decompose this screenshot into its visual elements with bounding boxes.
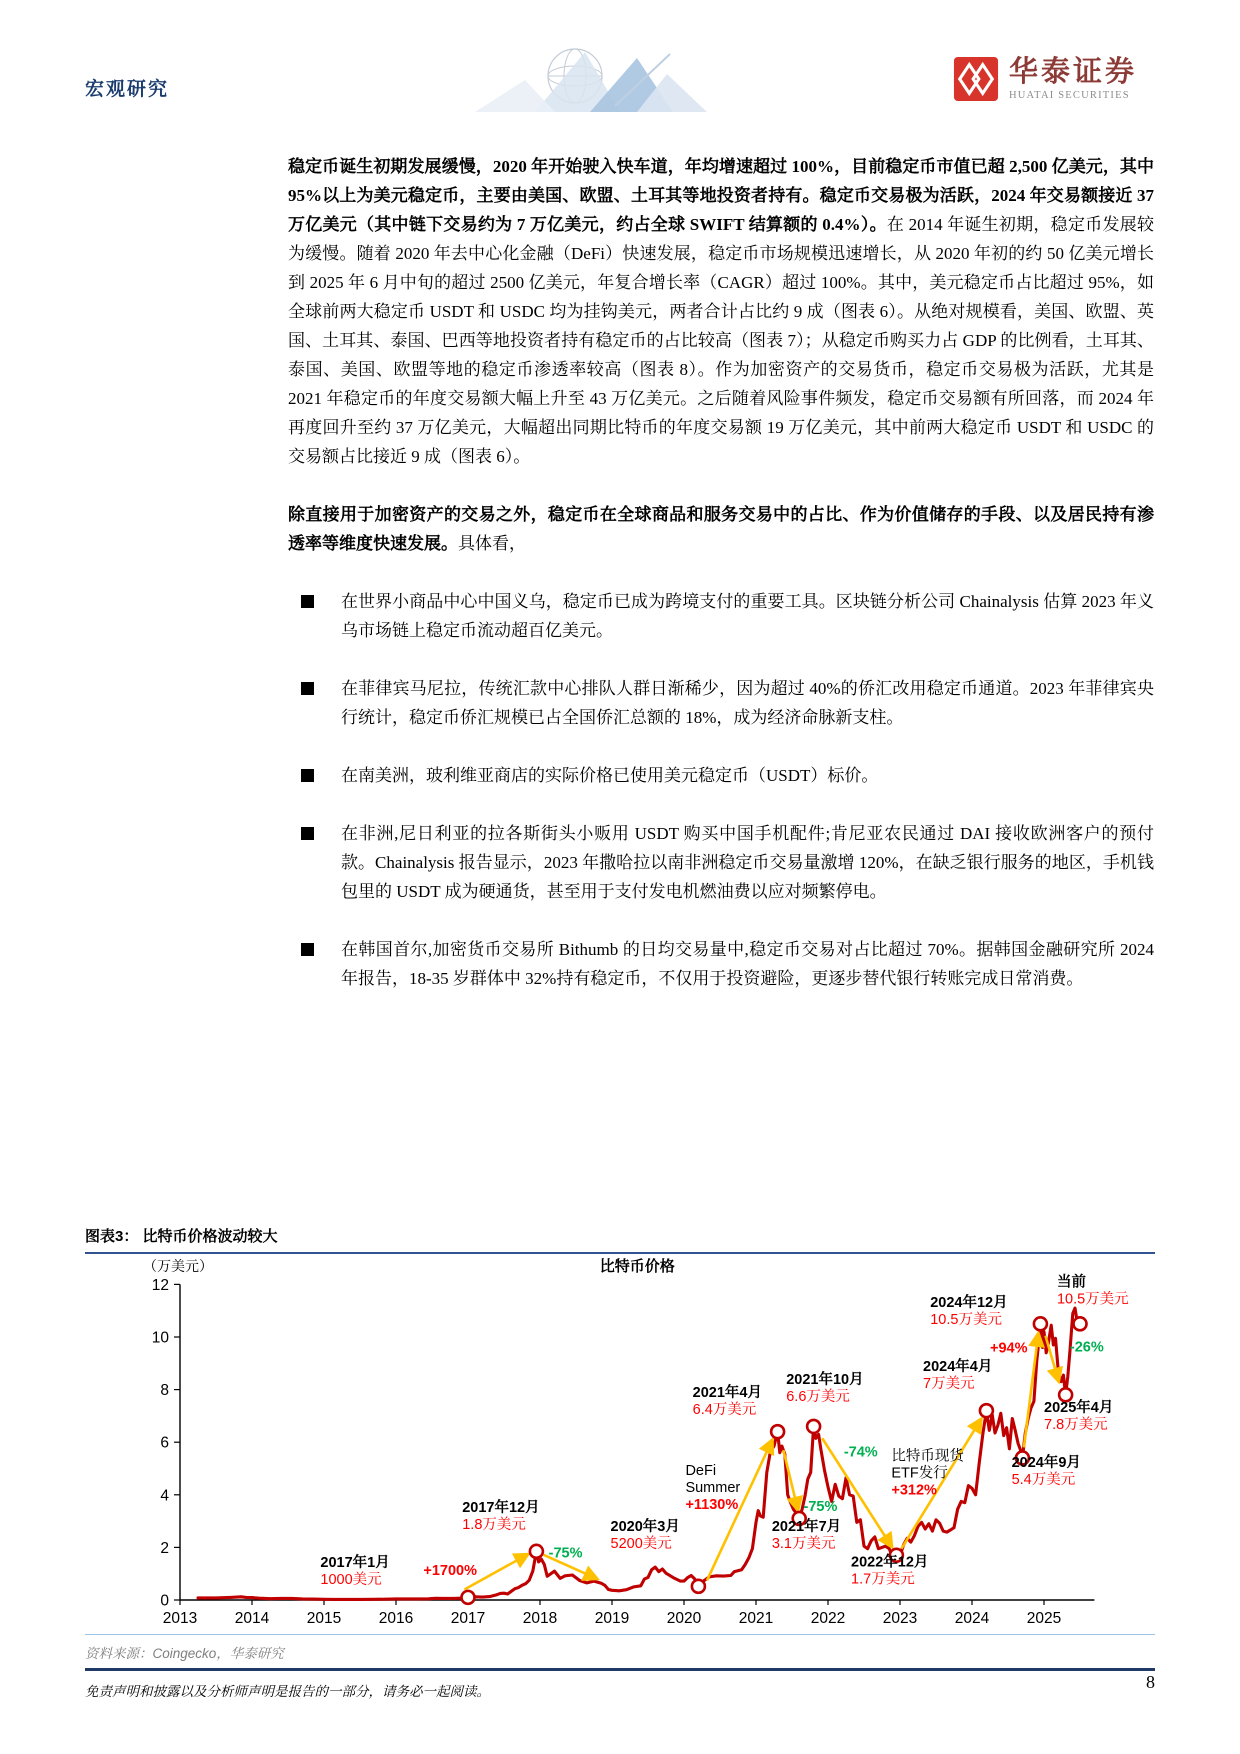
x-tick-label: 2019 [594, 1610, 630, 1627]
brand-name-cn: 华泰证券 [1008, 55, 1137, 88]
header-decoration-graphic [415, 46, 735, 112]
huatai-logo-text [1008, 55, 1137, 101]
square-bullet-icon [301, 827, 314, 840]
chart-annotation: 2024年9月 [1011, 1455, 1081, 1472]
bitcoin-price-chart [85, 1254, 1155, 1632]
y-tick-label: 0 [160, 1592, 169, 1610]
report-body [288, 152, 1154, 1022]
list-item-text: 在非洲,尼日利亚的拉各斯街头小贩用 USDT 购买中国手机配件;肯尼亚农民通过 DAI 接收欧洲客户的预付款。Chainalysis 报告显示，2023 年撒哈拉以南非洲稳定币交易量激增 120%，在缺乏银行服务的地区，手机钱包里的 USDT 成为硬通货，甚至用于支付发电机燃油费以应对频繁停电。 [341, 824, 1154, 901]
chart-annotation: 7.8万美元 [1044, 1416, 1108, 1433]
list-item-text: 在韩国首尔,加密货币交易所 Bithumb 的日均交易量中,稳定币交易对占比超过 70%。据韩国金融研究所 2024 年报告，18-35 岁群体中 32%持有稳定币，不仅用于投资避险，更逐步替代银行转账完成日常消费。 [341, 940, 1154, 988]
chart-annotation: -75% [803, 1499, 838, 1516]
x-tick-label: 2018 [522, 1610, 558, 1627]
chart-annotation: +312% [891, 1482, 937, 1499]
chart-title: 比特币价格 [599, 1258, 675, 1275]
chart-annotation: 10.5万美元 [930, 1311, 1002, 1328]
chart-annotation: 2024年4月 [923, 1359, 993, 1376]
list-item [288, 674, 1154, 732]
chart-annotation: 当前 [1056, 1274, 1086, 1291]
chart-annotation: 2022年12月 [851, 1554, 929, 1571]
x-tick-label: 2020 [666, 1610, 702, 1627]
x-tick-label: 2015 [306, 1610, 342, 1627]
chart-annotation: 2017年1月 [320, 1555, 390, 1572]
paragraph-2-lead: 除直接用于加密资产的交易之外，稳定币在全球商品和服务交易中的占比、作为价值储存的手段、以及居民持有渗透率等维度快速发展。 [288, 505, 1154, 553]
footer-disclaimer: 免责声明和披露以及分析师声明是报告的一部分，请务必一起阅读。 [85, 1684, 490, 1699]
x-tick-label: 2017 [450, 1610, 486, 1627]
chart-annotation: 6.6万美元 [786, 1388, 850, 1405]
chart-annotation: 2024年12月 [930, 1294, 1008, 1311]
x-tick-label: 2021 [738, 1610, 774, 1627]
chart-annotation: ETF发行 [891, 1465, 948, 1482]
paragraph-stablecoin-growth [288, 152, 1154, 471]
chart-annotation: 2021年10月 [786, 1371, 864, 1388]
chart-annotation: 10.5万美元 [1056, 1291, 1129, 1308]
chart-annotation: DeFi [685, 1463, 717, 1480]
chart-axes [180, 1284, 1094, 1600]
list-item [288, 761, 1154, 790]
chart-annotation: -74% [843, 1444, 878, 1461]
chart-annotation: +1700% [423, 1563, 477, 1580]
x-tick-label: 2024 [954, 1610, 990, 1627]
square-bullet-icon [301, 769, 314, 782]
chart-annotation: 1.7万美元 [851, 1571, 915, 1588]
data-point-marker [692, 1580, 705, 1593]
list-item [288, 819, 1154, 906]
report-section-label: 宏观研究 [85, 79, 170, 100]
chart-annotation: 5.4万美元 [1011, 1472, 1076, 1489]
chart-annotation: 3.1万美元 [771, 1536, 836, 1553]
list-item-text: 在世界小商品中心中国义乌，稳定币已成为跨境支付的重要工具。区块链分析公司 Chainalysis 估算 2023 年义乌市场链上稳定币流动超百亿美元。 [341, 592, 1154, 640]
data-point-marker [530, 1545, 543, 1558]
data-point-marker [1034, 1317, 1047, 1330]
figure-bottom-divider [85, 1634, 1155, 1635]
x-tick-label: 2023 [882, 1610, 918, 1627]
chart-annotation: 7万美元 [923, 1376, 975, 1393]
x-tick-label: 2014 [234, 1610, 270, 1627]
chart-annotation: 比特币现货 [891, 1448, 964, 1465]
page-number: 8 [1146, 1672, 1155, 1692]
figure-title: 比特币价格波动较大 [142, 1228, 278, 1245]
chart-annotation: Summer [685, 1480, 741, 1497]
chart-annotation: 2025年4月 [1044, 1399, 1114, 1416]
data-point-marker [771, 1425, 784, 1438]
paragraph-1-lead: 稳定币诞生初期发展缓慢，2020 年开始驶入快车道，年均增速超过 100%，目前稳定币市值已超 2,500 亿美元，其中 95%以上为美元稳定币，主要由美国、欧盟、土耳其等地投资者持有。稳定币交易极为活跃，2024 年交易额接近 37 万亿美元（其中链下交易约为 7 万亿美元，约占全球 SWIFT 结算额的 0.4%）。 [288, 157, 1154, 234]
y-tick-label: 12 [151, 1276, 169, 1294]
figure-label: 图表3： [85, 1228, 139, 1245]
x-tick-label: 2022 [810, 1610, 846, 1627]
brand-name-en: HUATAI SECURITIES [1008, 89, 1130, 101]
chart-annotation: -75% [548, 1545, 583, 1562]
list-item [288, 935, 1154, 993]
figure-source: 资料来源：Coingecko，华泰研究 [85, 1646, 284, 1661]
data-point-marker [807, 1420, 820, 1433]
x-tick-label: 2013 [162, 1610, 198, 1627]
chart-annotation: 1.8万美元 [462, 1516, 526, 1533]
bullet-list [288, 587, 1154, 993]
chart-annotation: 2020年3月 [610, 1519, 680, 1536]
square-bullet-icon [301, 682, 314, 695]
chart-annotation: 5200美元 [610, 1536, 672, 1553]
data-point-marker [1074, 1317, 1087, 1330]
x-tick-label: 2016 [378, 1610, 414, 1627]
y-tick-label: 8 [160, 1382, 169, 1400]
list-item-text: 在菲律宾马尼拉，传统汇款中心排队人群日渐稀少，因为超过 40%的侨汇改用稳定币通道。2023 年菲律宾央行统计，稳定币侨汇规模已占全国侨汇总额的 18%，成为经济命脉新支柱。 [341, 679, 1154, 727]
x-tick-label: 2025 [1026, 1610, 1062, 1627]
chart-annotation: 2021年7月 [771, 1519, 842, 1536]
square-bullet-icon [301, 595, 314, 608]
chart-annotation: -26% [1069, 1339, 1104, 1356]
data-point-marker [462, 1591, 475, 1604]
chart-annotation: 6.4万美元 [692, 1401, 757, 1418]
paragraph-stablecoin-usage [288, 500, 1154, 558]
chart-annotation: 2017年12月 [462, 1499, 540, 1516]
square-bullet-icon [301, 943, 314, 956]
huatai-logo-icon [953, 56, 999, 102]
list-item-text: 在南美洲，玻利维亚商店的实际价格已使用美元稳定币（USDT）标价。 [341, 766, 879, 785]
chart-canvas [85, 1254, 1155, 1632]
y-tick-label: 6 [160, 1434, 169, 1452]
paragraph-1-body: 在 2014 年诞生初期，稳定币发展较为缓慢。随着 2020 年去中心化金融（DeFi）快速发展，稳定币市场规模迅速增长，从 2020 年初的约 50 亿美元增长到 2025 年 6 月中旬的超过 2500 亿美元，年复合增长率（CAGR）超过 100%。其中，美元稳定币占比超过 95%，如全球前两大稳定币 USDT 和 USDC 均为挂钩美元，两者合计占比约 9 成（图表 6）。从绝对规模看，美国、欧盟、英国、土耳其、泰国、巴西等地投资者持有稳定币的占比较高（图表 7）；从稳定币购买力占 GDP 的比例看，土耳其、泰国、美国、欧盟等地的稳定币渗透率较高（图表 8）。作为加密资产的交易货币，稳定币交易极为活跃，尤其是 2021 年稳定币的年度交易额大幅上升至 43 万亿美元。之后随着风险事件频发，稳定币交易额有所回落，而 2024 年再度回升至约 37 万亿美元，大幅超出同期比特币的年度交易额 19 万亿美元，其中前两大稳定币 USDT 和 USDC 的交易额占比接近 9 成（图表 6）。 [288, 215, 1154, 466]
footer-divider [85, 1668, 1155, 1671]
huatai-logo [953, 56, 1137, 102]
figure-3-bitcoin-price [85, 1225, 1155, 1662]
data-point-marker [980, 1404, 993, 1417]
chart-annotation: +94% [990, 1340, 1028, 1357]
figure-caption [85, 1225, 1155, 1246]
chart-annotation: 1000美元 [320, 1572, 382, 1589]
chart-annotation: 2021年4月 [692, 1384, 762, 1401]
chart-annotation: +1130% [685, 1497, 739, 1514]
y-tick-label: 4 [160, 1487, 169, 1505]
y-tick-label: 10 [151, 1329, 169, 1347]
list-item [288, 587, 1154, 645]
y-tick-label: 2 [160, 1539, 169, 1557]
chart-ylabel: （万美元） [143, 1258, 213, 1274]
paragraph-2-body: 具体看， [458, 534, 526, 553]
